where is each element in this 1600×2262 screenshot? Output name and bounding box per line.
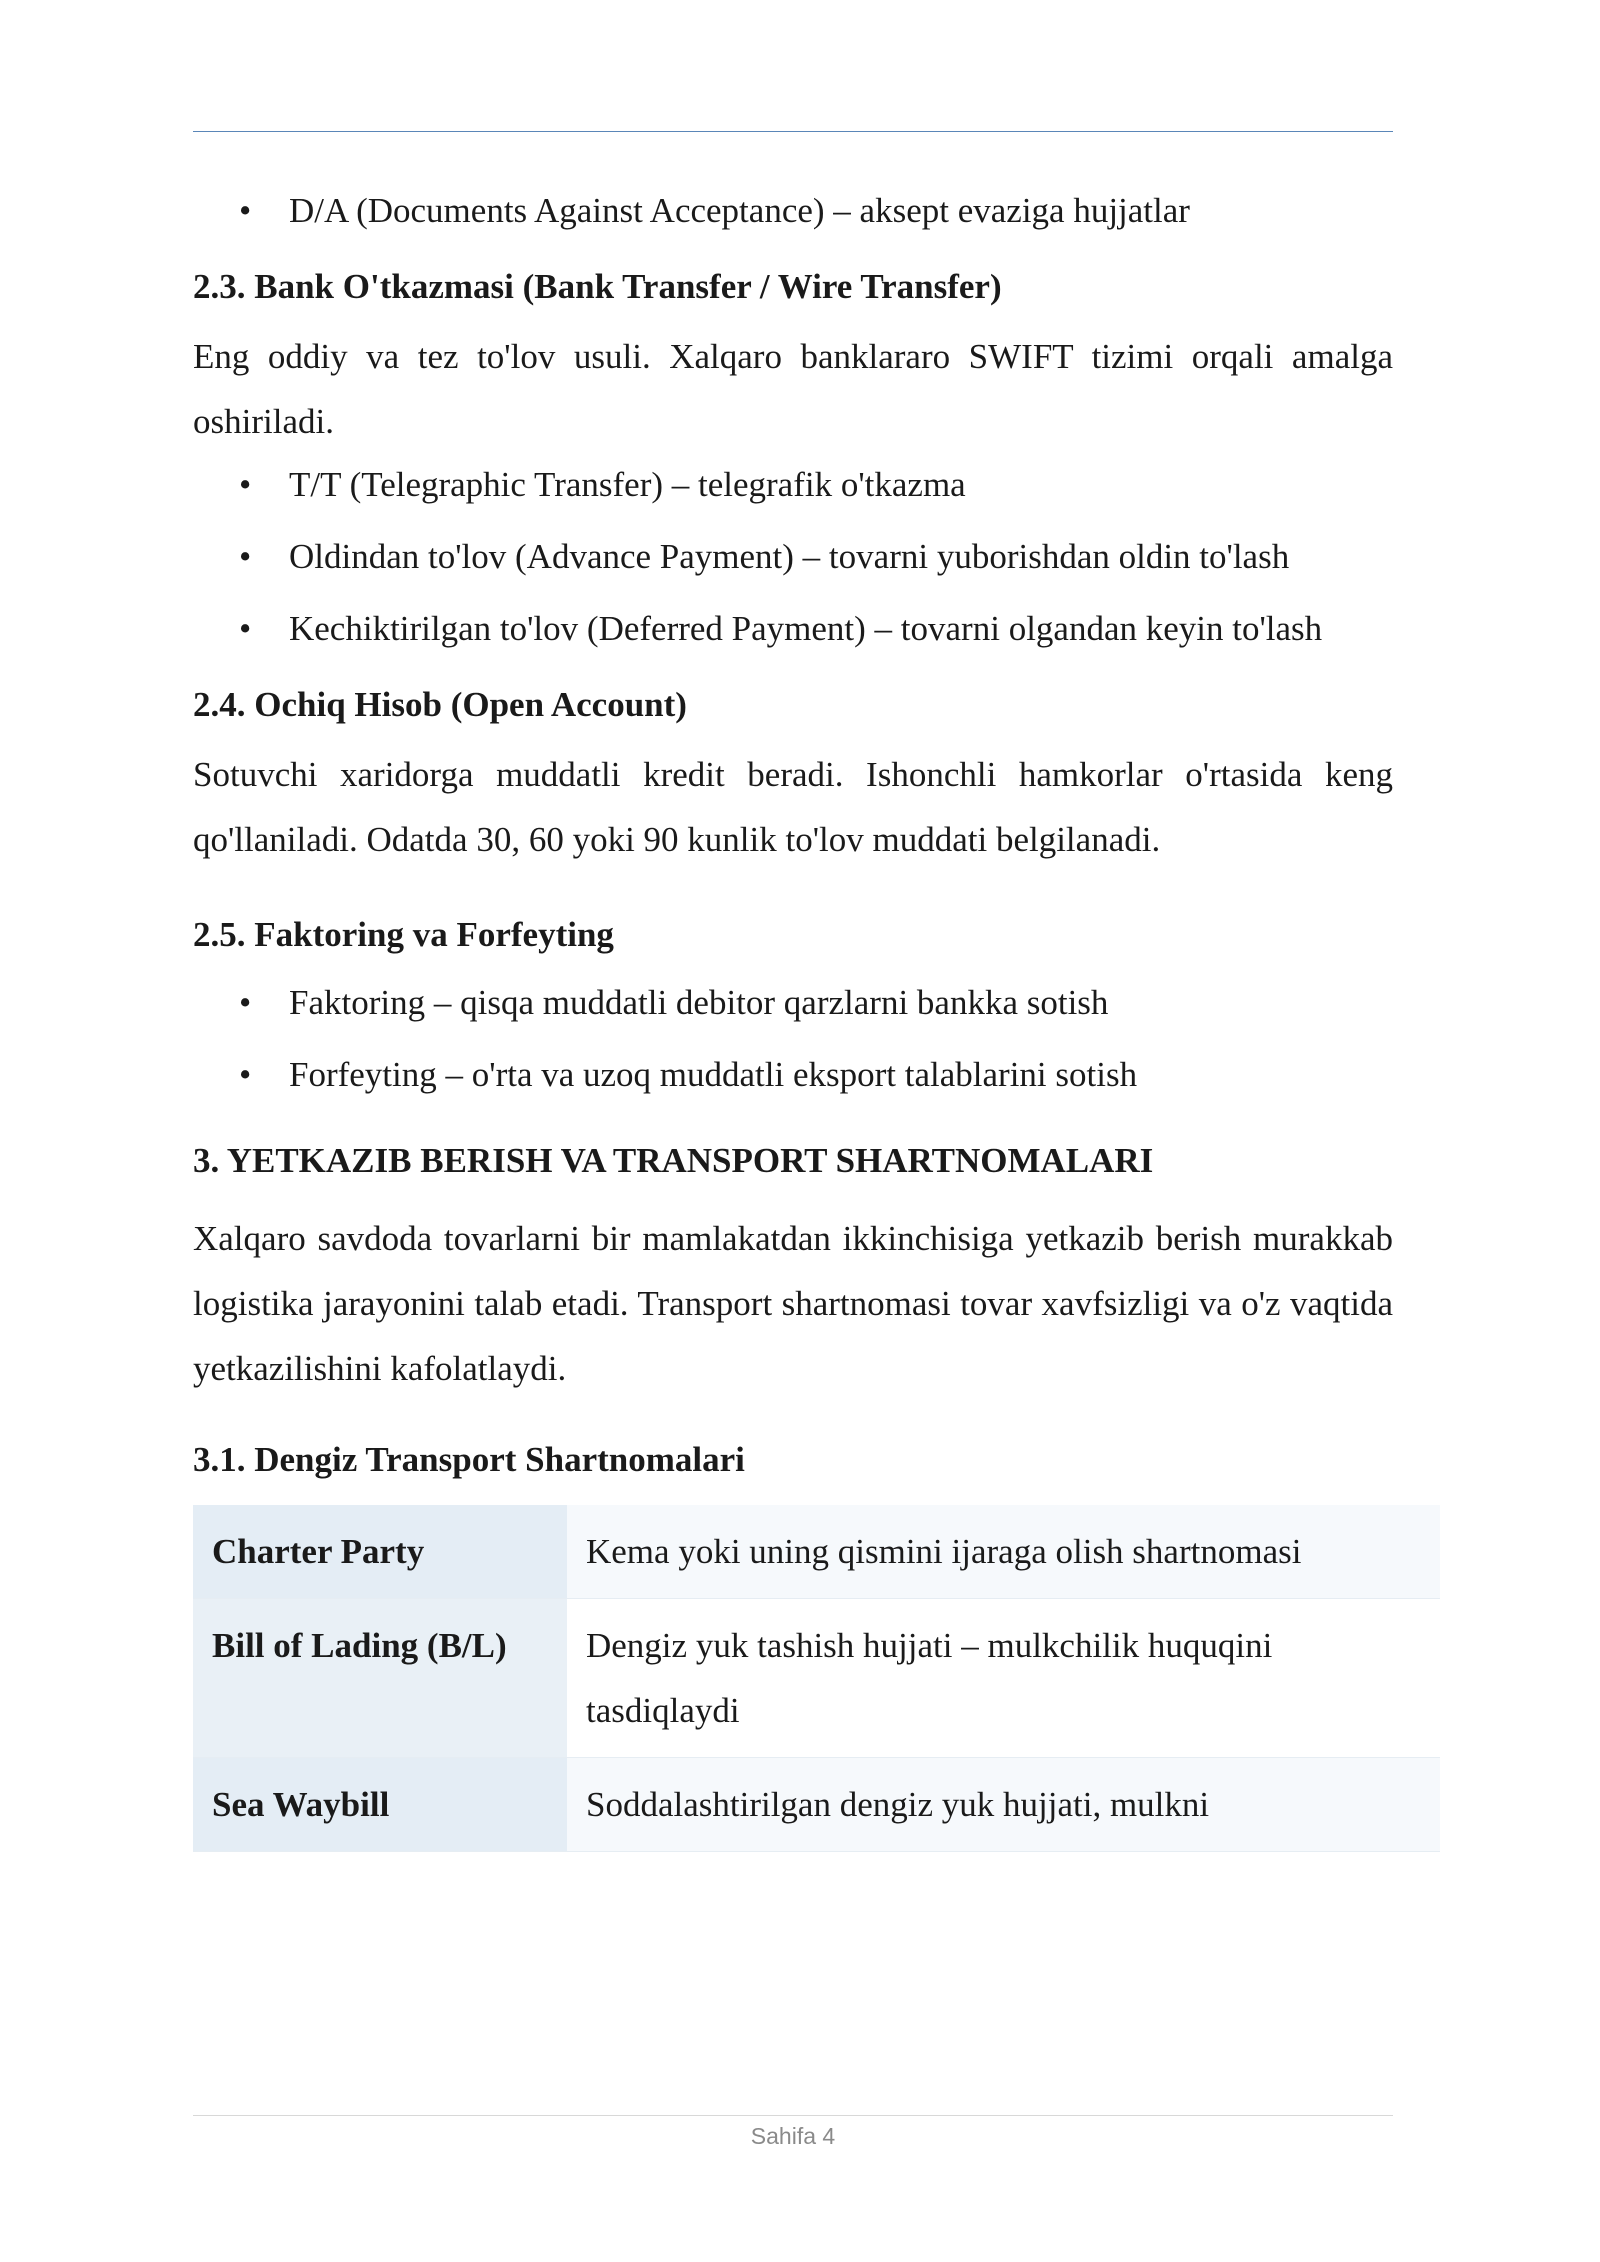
section-heading-3: 3. YETKAZIB BERISH VA TRANSPORT SHARTNOMALARI — [193, 1141, 1154, 1180]
list-item: • Kechiktirilgan to'lov (Deferred Payment) – tovarni olgandan keyin to'lash — [193, 606, 1393, 652]
table-row — [193, 1599, 1440, 1758]
section-heading-3-1: 3.1. Dengiz Transport Shartnomalari — [193, 1440, 745, 1479]
table-row — [193, 1505, 1440, 1599]
table-cell-description: Dengiz yuk tashish hujjati – mulkchilik huquqini tasdiqlaydi — [567, 1599, 1440, 1758]
list-item: • Oldindan to'lov (Advance Payment) – tovarni yuborishdan oldin to'lash — [193, 534, 1393, 580]
bullet-list-top — [193, 188, 1393, 234]
list-item: • Faktoring – qisqa muddatli debitor qarzlarni bankka sotish — [193, 980, 1393, 1026]
table-cell-description: Kema yoki uning qismini ijaraga olish shartnomasi — [567, 1505, 1440, 1599]
header-rule — [193, 131, 1393, 132]
table-row — [193, 1758, 1440, 1852]
table-cell-term: Sea Waybill — [193, 1758, 567, 1852]
section-heading-2-4: 2.4. Ochiq Hisob (Open Account) — [193, 685, 687, 724]
section-paragraph-2-3: Eng oddiy va tez to'lov usuli. Xalqaro banklararo SWIFT tizimi orqali amalga oshiriladi. — [193, 337, 1393, 441]
list-item: • T/T (Telegraphic Transfer) – telegrafik o'tkazma — [193, 462, 1393, 508]
table-cell-term: Bill of Lading (B/L) — [193, 1599, 567, 1758]
section-heading-2-5: 2.5. Faktoring va Forfeyting — [193, 915, 614, 954]
table-cell-term: Charter Party — [193, 1505, 567, 1599]
bullet-icon: • — [239, 983, 252, 1022]
page-number: Sahifa 4 — [750, 2123, 836, 2149]
list-item: • Forfeyting – o'rta va uzoq muddatli eksport talablarini sotish — [193, 1052, 1393, 1098]
bullet-icon: • — [239, 537, 252, 576]
section-heading-2-3: 2.3. Bank O'tkazmasi (Bank Transfer / Wire Transfer) — [193, 267, 1002, 306]
bullet-icon: • — [239, 1055, 252, 1094]
bullet-icon: • — [239, 609, 252, 648]
bullet-list-2-3 — [193, 462, 1393, 652]
table-cell-description: Soddalashtirilgan dengiz yuk hujjati, mulkni — [567, 1758, 1440, 1852]
bullet-list-2-5 — [193, 980, 1393, 1098]
bullet-icon: • — [239, 191, 252, 230]
bullet-icon: • — [239, 465, 252, 504]
footer-rule — [193, 2115, 1393, 2116]
list-item: • D/A (Documents Against Acceptance) – aksept evaziga hujjatlar — [193, 188, 1393, 234]
section-paragraph-3: Xalqaro savdoda tovarlarni bir mamlakatdan ikkinchisiga yetkazib berish murakkab logistika jarayonini talab etadi. Transport shartnomasi tovar xavfsizligi va o'z vaqtida yetkazilishini kafolatlaydi. — [193, 1219, 1393, 1388]
sea-transport-table — [193, 1505, 1440, 1852]
section-paragraph-2-4: Sotuvchi xaridorga muddatli kredit beradi. Ishonchli hamkorlar o'rtasida keng qo'llaniladi. Odatda 30, 60 yoki 90 kunlik to'lov muddati belgilanadi. — [193, 755, 1393, 859]
page-content — [193, 188, 1393, 1852]
document-page — [193, 0, 1393, 2262]
